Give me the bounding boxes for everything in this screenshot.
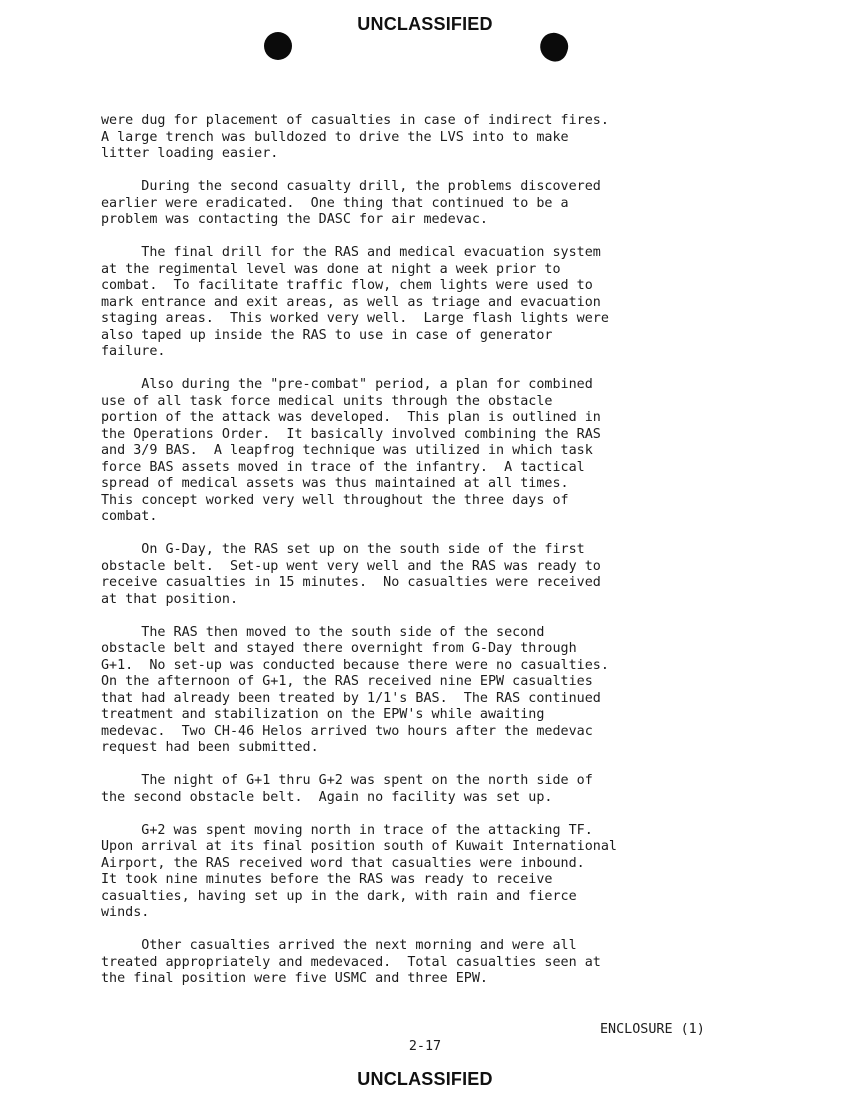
paragraph: The final drill for the RAS and medical evacuation system at the regimental level was done at night a week prior to combat. To facilitate traffic flow, chem lights were used to mark entrance and exit areas, as well as triage and evacuation staging areas. This worked very well. Large flash lights were also taped up inside the RAS to use in case of generator failure.: [101, 245, 609, 359]
paragraph: The night of G+1 thru G+2 was spent on the north side of the second obstacle belt. Again no facility was set up.: [101, 773, 593, 805]
classification-header: UNCLASSIFIED: [357, 14, 493, 34]
paragraph: G+2 was spent moving north in trace of the attacking TF. Upon arrival at its final position south of Kuwait International Airport, the RAS received word that casualties were inbound. It took nine minutes before the RAS was ready to receive casualties, having set up in the dark, with rain and fierce winds.: [101, 822, 617, 920]
paragraph: The RAS then moved to the south side of the second obstacle belt and stayed there overnight from G-Day through G+1. No set-up was conducted because there were no casualties. On the afternoon of G+1, the RAS received nine EPW casualties that had already been treated by 1/1's BAS. The RAS continued treatment and stabilization on the EPW's while awaiting medevac. Two CH-46 Helos arrived two hours after the medevac request had been submitted.: [101, 624, 609, 755]
paragraph: were dug for placement of casualties in case of indirect fires. A large trench was bulldozed to drive the LVS into to make litter loading easier.: [101, 113, 609, 161]
page-number: 2-17: [408, 1039, 442, 1054]
paragraph: Other casualties arrived the next morning and were all treated appropriately and medevaced. Total casualties seen at the final position were five USMC and three EPW.: [101, 938, 601, 986]
classification-footer: UNCLASSIFIED: [357, 1069, 493, 1089]
paragraph: During the second casualty drill, the problems discovered earlier were eradicated. One thing that continued to be a problem was contacting the DASC for air medevac.: [101, 179, 601, 227]
paragraph: On G-Day, the RAS set up on the south side of the first obstacle belt. Set-up went very well and the RAS was ready to receive casualties in 15 minutes. No casualties were received at that position.: [101, 542, 601, 607]
paragraph: Also during the "pre-combat" period, a plan for combined use of all task force medical units through the obstacle portion of the attack was developed. This plan is outlined in the Operations Order. It basically involved combining the RAS and 3/9 BAS. A leapfrog technique was utilized in which task force BAS assets moved in trace of the infantry. A tactical spread of medical assets was thus maintained at all times. This concept worked very well throughout the three days of combat.: [101, 377, 601, 524]
document-body: [101, 113, 801, 1004]
enclosure-label: ENCLOSURE (1): [600, 1022, 705, 1037]
punch-hole-mark-left: [264, 32, 292, 60]
